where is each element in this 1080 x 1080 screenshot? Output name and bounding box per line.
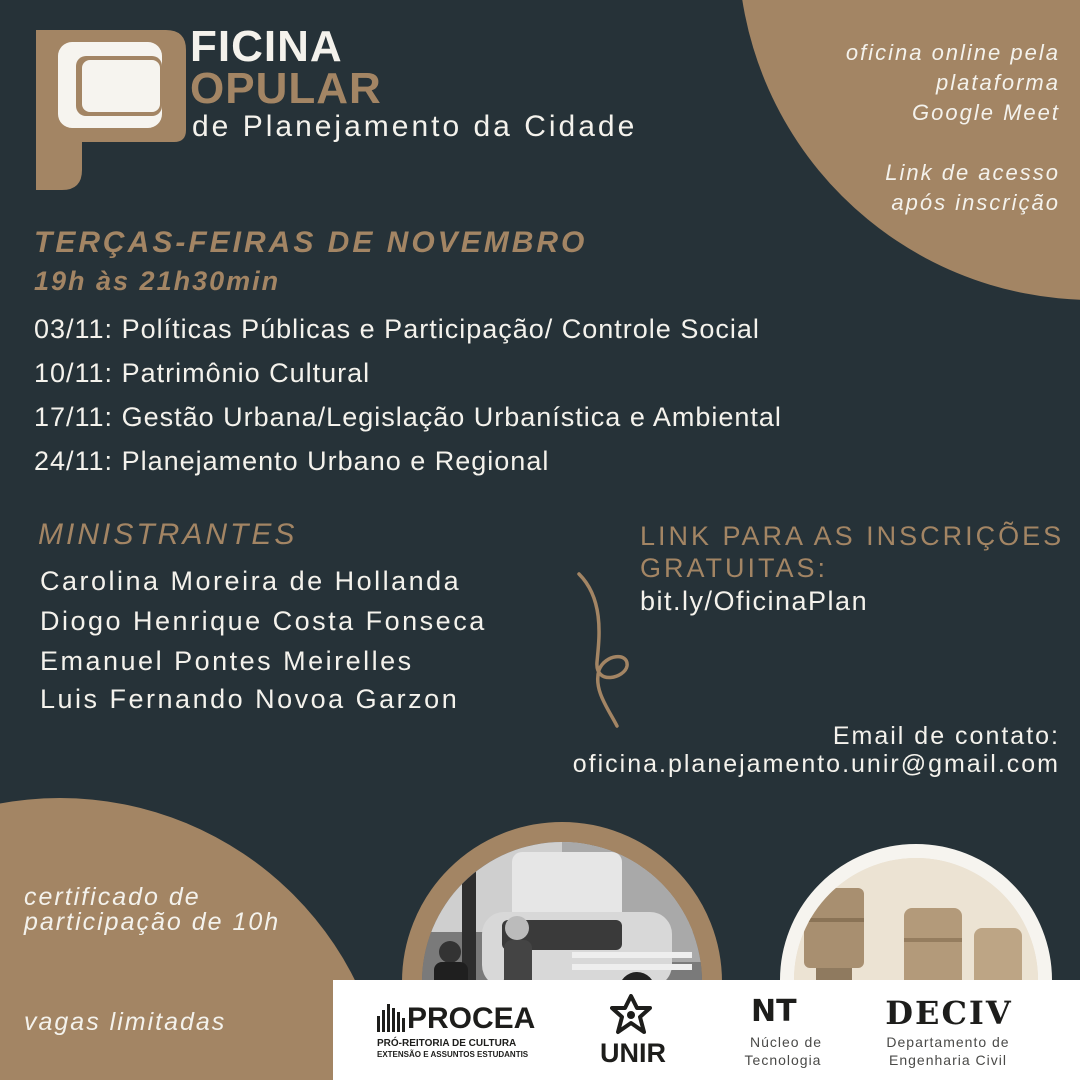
schedule-title: TERÇAS-FEIRAS DE NOVEMBRO (34, 226, 588, 259)
unir-name: UNIR (600, 1038, 666, 1068)
title-ficina: FICINA (190, 22, 343, 71)
ministrante-name: Diogo Henrique Costa Fonseca (40, 606, 487, 636)
ministrantes-title: MINISTRANTES (38, 518, 298, 551)
schedule-time: 19h às 21h30min (34, 266, 281, 296)
swirl-decoration-icon (565, 570, 645, 730)
access-line-1: Link de acesso (885, 160, 1060, 185)
registration-link[interactable]: bit.ly/OficinaPlan (640, 586, 869, 616)
contact-email[interactable]: oficina.planejamento.unir@gmail.com (572, 750, 1060, 778)
ministrante-name: Carolina Moreira de Hollanda (40, 566, 462, 596)
platform-line-1: oficina online pela (845, 40, 1060, 65)
deciv-line-1: Departamento de (886, 1034, 1010, 1050)
procea-line-2: EXTENSÃO E ASSUNTOS ESTUDANTIS (377, 1050, 529, 1059)
access-note (740, 158, 1060, 218)
nt-line-1: Núcleo de (749, 1034, 823, 1050)
schedule-item: 10/11: Patrimônio Cultural (34, 358, 371, 388)
platform-line-2: plataforma (936, 70, 1060, 95)
procea-name: PROCEA (407, 1002, 536, 1035)
deciv-name: DECIV (885, 994, 1013, 1032)
platform-line-3: Google Meet (912, 100, 1060, 125)
ministrante-name: Emanuel Pontes Meirelles (40, 646, 414, 676)
ministrante-name: Luis Fernando Novoa Garzon (40, 684, 460, 714)
title-opular: OPULAR (190, 64, 382, 113)
nt-line-2: Tecnologia (744, 1052, 822, 1068)
vacancies-note: vagas limitadas (24, 1008, 227, 1036)
deciv-line-2: Engenharia Civil (889, 1052, 1007, 1068)
platform-note (740, 38, 1060, 128)
access-line-2: após inscrição (891, 190, 1060, 215)
title-subtitle: de Planejamento da Cidade (192, 110, 638, 143)
certificate-note: certificado de participação de 10h (24, 883, 281, 936)
bottom-left-circle (0, 798, 390, 1080)
sponsor-footer (333, 980, 1080, 1080)
schedule-item: 24/11: Planejamento Urbano e Regional (34, 446, 550, 476)
oficina-logo-icon (36, 30, 186, 190)
schedule-item: 03/11: Políticas Públicas e Participação/ Controle Social (34, 314, 760, 344)
unir-logo-icon (610, 994, 652, 1036)
schedule-item: 17/11: Gestão Urbana/Legislação Urbanística e Ambiental (34, 402, 782, 432)
contact-label: Email de contato: (832, 722, 1060, 750)
procea-line-1: PRÓ-REITORIA DE CULTURA (377, 1038, 517, 1049)
registration-title: LINK PARA AS INSCRIÇÕES GRATUITAS: (640, 521, 1065, 583)
procea-logo-icon (377, 1002, 407, 1032)
nt-name: NT (751, 994, 797, 1029)
